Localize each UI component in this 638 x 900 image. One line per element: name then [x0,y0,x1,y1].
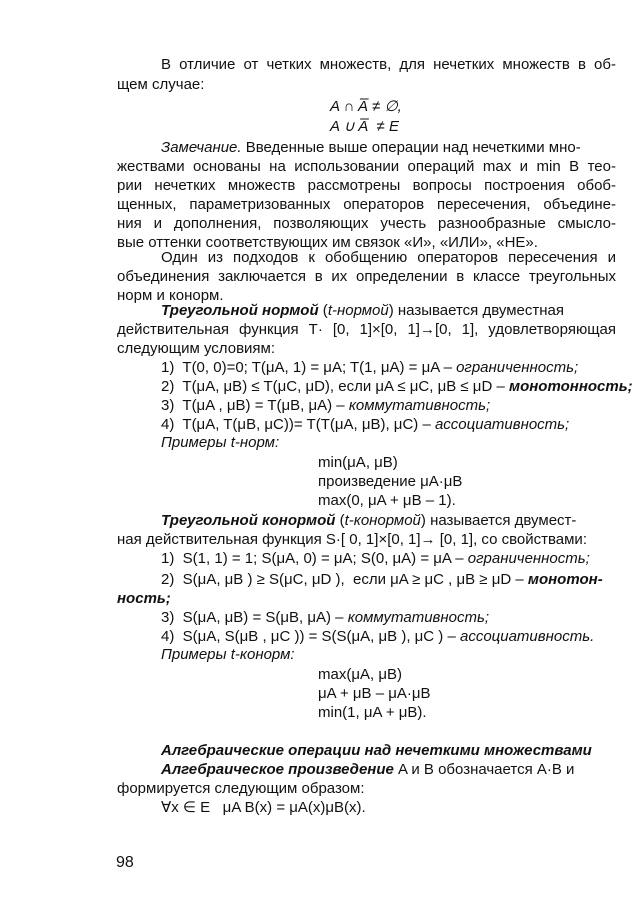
text-span: 1) T(0, 0)=0; T(μA, 1) = μA; T(1, μA) = μA – [161,359,457,376]
text-span: 1) S(1, 1) = 1; S(μA, 0) = μA; S(0, μA) = μA – [161,550,468,567]
condition-line [161,608,489,627]
text-line: Один из подходов к обобщению операторов пересечения и [161,249,616,266]
text-line: действительная функция T· [0, 1]×[0, 1]→[0, 1], удовлетворяющая [117,321,616,338]
formula-line: A ∪ A̅ ≠ E [330,118,399,135]
condition-line [161,570,603,589]
text-span: 4) T(μA, T(μB, μC))= T(T(μA, μB), μC) – [161,416,435,433]
page-number: 98 [116,854,134,871]
property-name: ассоциативность. [459,628,595,645]
remark-label: Замечание. [161,139,242,156]
section-heading: Алгебраические операции над нечеткими множествами [161,742,592,759]
example-line: μA + μB – μA·μB [318,685,431,702]
example-line: max(μA, μB) [318,666,402,683]
text-line: ния и дополнения, позволяющих учесть разнообразные смысло- [117,215,616,232]
text-span: ) называется двуместная [388,302,564,319]
text-line: щенных, параметризованных операторов пересечения, объедине- [117,196,616,213]
text-line: жествами основаны на использовании операций max и min В тео- [117,158,616,175]
text-line: норм и конорм. [117,287,224,304]
text-line: рии нечетких множеств рассмотрены вопросы построения обоб- [117,177,616,194]
term-t-norm-short: t-нормой [327,302,389,319]
property-name: ограниченность; [456,359,579,376]
text-span: 3) S(μA, μB) = S(μB, μA) – [161,609,348,626]
text-span: 3) T(μA , μB) = T(μB, μA) – [161,397,349,414]
condition-line [161,358,578,377]
text-line: вые оттенки соответствующих им связок «И», «ИЛИ», «НЕ». [117,234,538,251]
text-line: щем случае: [117,76,205,93]
example-line: произведение μA·μB [318,473,463,490]
text-span: A и B обозначается A·B и [393,761,575,778]
condition-line [161,415,569,434]
text-line [161,301,564,320]
formula-line: ∀x ∈ E μA B(x) = μA(x)μB(x). [161,799,366,816]
property-name: ассоциативность; [434,416,570,433]
term-algebraic-product: Алгебраическое произведение [161,761,394,778]
text-line: объединения заключается в их определении в классе треугольных [117,268,616,285]
example-line: max(0, μA + μB – 1). [318,492,456,509]
condition-line [161,627,594,646]
term-t-conorm: Треугольной конормой [161,512,336,529]
property-name: монотонность; [508,378,633,395]
text-line [161,511,576,530]
term-t-conorm-short: t-конормой [344,512,421,529]
text-span: ) называется двумест- [420,512,577,529]
example-line: min(μA, μB) [318,454,398,471]
property-name: монотон- [527,571,603,588]
text-span: 2) S(μA, μB ) ≥ S(μC, μD ), если μA ≥ μC , μB ≥ μD – [161,571,528,588]
formula-line: A ∩ A̅ ≠ ∅, [330,98,402,115]
text-line [161,138,581,157]
property-name: ограниченность; [467,550,590,567]
property-name: коммутативность; [348,397,491,414]
text-line: формируется следующим образом: [117,780,365,797]
text-span: 2) T(μA, μB) ≤ T(μC, μD), если μA ≤ μC, μB ≤ μD – [161,378,509,395]
text-span: 4) S(μA, S(μB , μC )) = S(S(μA, μB ), μC ) – [161,628,460,645]
condition-line [161,549,590,568]
text-span: ( [318,302,328,319]
condition-line [161,396,490,415]
condition-line [161,377,633,396]
text-span: Введенные выше операции над нечеткими мно- [241,139,581,156]
example-line: min(1, μA + μB). [318,704,427,721]
text-span: ( [335,512,345,529]
term-t-norm: Треугольной нормой [161,302,319,319]
text-line: следующим условиям: [117,340,276,357]
examples-label: Примеры t-норм: [161,434,280,451]
examples-label: Примеры t-конорм: [161,646,295,663]
text-line: ная действительная функция S·[ 0, 1]×[0, 1]→ [0, 1], со свойствами: [117,531,587,548]
text-line [161,760,574,779]
text-line: В отличие от четких множеств, для нечетких множеств в об- [161,56,616,73]
property-name: коммутативность; [347,609,490,626]
condition-line: ность; [117,590,171,607]
